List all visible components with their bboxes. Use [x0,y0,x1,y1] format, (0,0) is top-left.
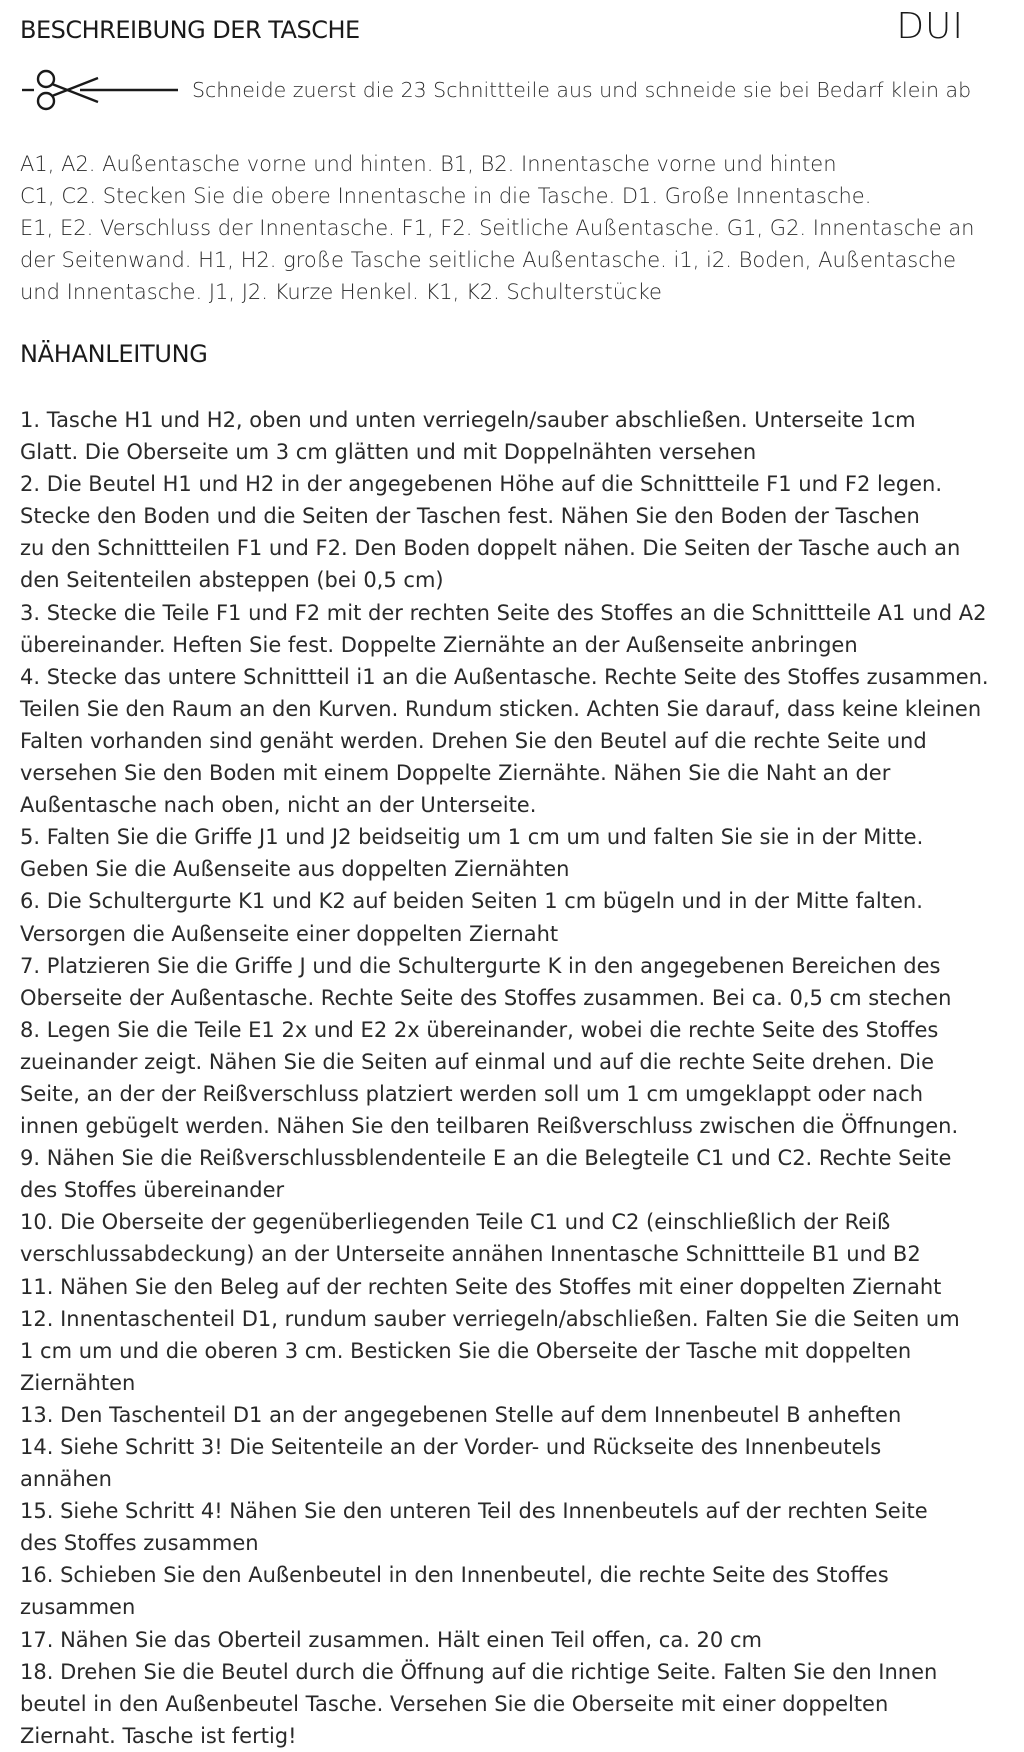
sewing-steps [20,404,1006,1752]
step-line: beutel in den Außenbeutel Tasche. Versehen Sie die Oberseite mit einer doppelten [20,1691,889,1716]
step-line: innen gebügelt werden. Nähen Sie den teilbaren Reißverschluss zwischen die Öffnungen. [20,1114,959,1139]
page-title: BESCHREIBUNG DER TASCHE [20,16,360,44]
step-line: 18. Drehen Sie die Beutel durch die Öffnung auf die richtige Seite. Falten Sie den Innen [20,1659,938,1684]
step-line: zu den Schnittteilen F1 und F2. Den Boden doppelt nähen. Die Seiten der Tasche auch an [20,536,961,561]
cut-instruction [20,64,1006,116]
step-line: 5. Falten Sie die Griffe J1 und J2 beidseitig um 1 cm um und falten Sie sie in der Mitte. [20,825,924,850]
step-line: Seite, an der der Reißverschluss platziert werden soll um 1 cm umgeklappt oder nach [20,1081,924,1106]
step-line: übereinander. Heften Sie fest. Doppelte Ziernähte an der Außenseite anbringen [20,632,858,657]
step-line: zueinander zeigt. Nähen Sie die Seiten auf einmal und auf die rechte Seite drehen. Die [20,1049,935,1074]
step-line: Ziernaht. Tasche ist fertig! [20,1723,297,1748]
step-line: 17. Nähen Sie das Oberteil zusammen. Hält einen Teil offen, ca. 20 cm [20,1627,762,1652]
step-line: Teilen Sie den Raum an den Kurven. Rundum sticken. Achten Sie darauf, dass keine kleinen [20,696,982,721]
step-line: 15. Siehe Schritt 4! Nähen Sie den unteren Teil des Innenbeutels auf der rechten Seite [20,1499,928,1524]
step-line: 14. Siehe Schritt 3! Die Seitenteile an der Vorder- und Rückseite des Innenbeutels [20,1435,882,1459]
parts-line: E1, E2. Verschluss der Innentasche. F1, F2. Seitliche Außentasche. G1, G2. Innentasche an [20,216,975,240]
scissors-icon [20,68,180,112]
step-line: Glatt. Die Oberseite um 3 cm glätten und mit Doppelnähten versehen [20,440,757,465]
step-line: 1. Tasche H1 und H2, oben und unten verriegeln/sauber abschließen. Unterseite 1cm [20,408,916,432]
step-line: 13. Den Taschenteil D1 an der angegebenen Stelle auf dem Innenbeutel B anheften [20,1402,902,1427]
step-line: Stecke den Boden und die Seiten der Taschen fest. Nähen Sie den Boden der Taschen [20,504,920,529]
step-line: versehen Sie den Boden mit einem Doppelte Ziernähte. Nähen Sie die Naht an der [20,761,891,786]
parts-line: C1, C2. Stecken Sie die obere Innentasche in die Tasche. D1. Große Innentasche. [20,184,872,208]
parts-list [20,148,1006,308]
step-line: 8. Legen Sie die Teile E1 2x und E2 2x übereinander, wobei die rechte Seite des Stoffes [20,1017,939,1042]
parts-line: und Innentasche. J1, J2. Kurze Henkel. K1, K2. Schulterstücke [20,280,662,304]
step-line: annähen [20,1467,112,1492]
parts-line: der Seitenwand. H1, H2. große Tasche seitliche Außentasche. i1, i2. Boden, Außentasche [20,248,957,272]
header [20,0,1006,50]
step-line: 6. Die Schultergurte K1 und K2 auf beiden Seiten 1 cm bügeln und in der Mitte falten. [20,889,923,914]
step-line: 12. Innentaschenteil D1, rundum sauber verriegeln/abschließen. Falten Sie die Seiten um [20,1306,960,1331]
section-title: NÄHANLEITUNG [20,340,208,368]
step-line: verschlussabdeckung) an der Unterseite annähen Innentasche Schnittteile B1 und B2 [20,1242,921,1267]
step-line: den Seitenteilen absteppen (bei 0,5 cm) [20,568,444,593]
step-line: 16. Schieben Sie den Außenbeutel in den Innenbeutel, die rechte Seite des Stoffes [20,1563,889,1588]
step-line: des Stoffes übereinander [20,1178,285,1203]
step-line: 4. Stecke das untere Schnittteil i1 an die Außentasche. Rechte Seite des Stoffes zusammen. [20,664,989,689]
step-line: 11. Nähen Sie den Beleg auf der rechten Seite des Stoffes mit einer doppelten Ziernaht [20,1274,942,1299]
step-line: Falten vorhanden sind genäht werden. Drehen Sie den Beutel auf die rechte Seite und [20,728,927,753]
step-line: Ziernähten [20,1370,136,1395]
step-line: 3. Stecke die Teile F1 und F2 mit der rechten Seite des Stoffes an die Schnittteile A1 und A2 [20,600,987,625]
step-line: 10. Die Oberseite der gegenüberliegenden Teile C1 und C2 (einschließlich der Reiß [20,1210,891,1235]
brand-logo-text: DUI [896,6,964,47]
step-line: 7. Platzieren Sie die Griffe J und die Schultergurte K in den angegebenen Bereichen des [20,953,941,978]
step-line: Versorgen die Außenseite einer doppelten Ziernaht [20,921,559,946]
step-line: Geben Sie die Außenseite aus doppelten Ziernähten [20,857,570,882]
parts-line: A1, A2. Außentasche vorne und hinten. B1, B2. Innentasche vorne und hinten [20,152,837,176]
cut-instruction-text: Schneide zuerst die 23 Schnittteile aus und schneide sie bei Bedarf klein ab [192,78,972,102]
step-line: des Stoffes zusammen [20,1531,259,1556]
step-line: Außentasche nach oben, nicht an der Unterseite. [20,793,537,818]
step-line: 2. Die Beutel H1 und H2 in der angegebenen Höhe auf die Schnittteile F1 und F2 legen. [20,472,943,497]
step-line: Oberseite der Außentasche. Rechte Seite des Stoffes zusammen. Bei ca. 0,5 cm stechen [20,985,952,1010]
step-line: 1 cm um und die oberen 3 cm. Besticken Sie die Oberseite der Tasche mit doppelten [20,1338,912,1363]
step-line: zusammen [20,1595,136,1620]
step-line: 9. Nähen Sie die Reißverschlussblendenteile E an die Belegteile C1 und C2. Rechte Seite [20,1146,952,1171]
